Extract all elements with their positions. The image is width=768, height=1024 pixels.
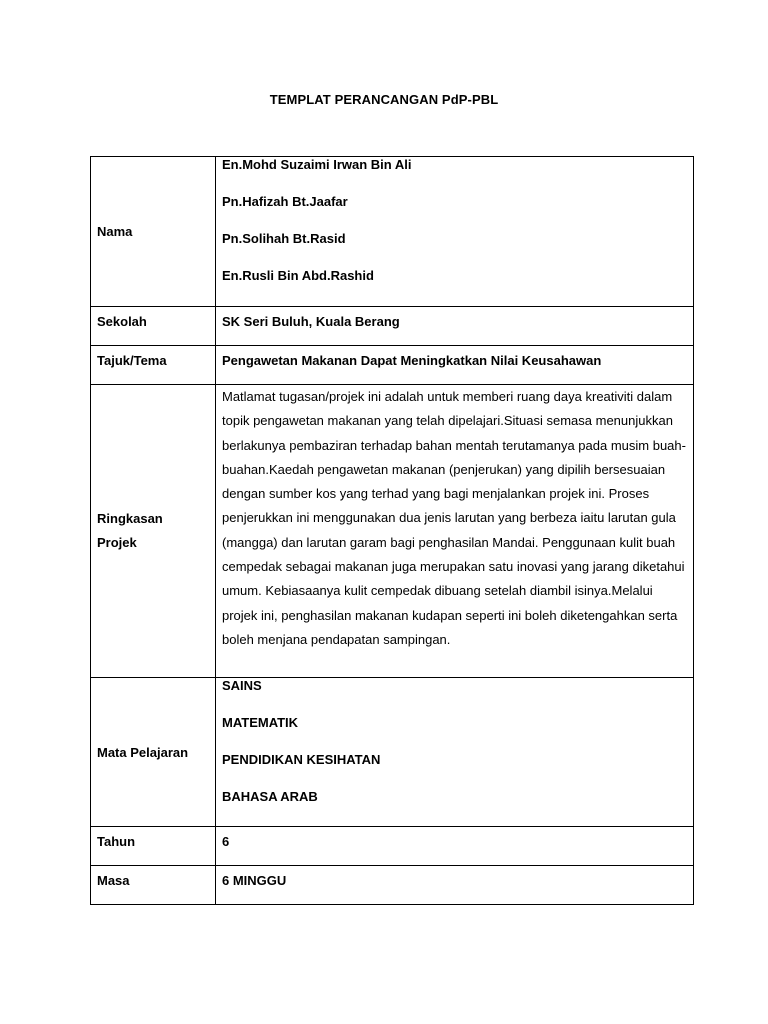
label-ringkasan-line1: Ringkasan	[97, 511, 163, 526]
label-tahun: Tahun	[91, 827, 216, 866]
value-ringkasan: Matlamat tugasan/projek ini adalah untuk memberi ruang daya kreativiti dalam topik pengawetan makanan yang telah dipelajari.Situasi semasa menunjukkan berlakunya pembaziran terhadap bahan mentah terutamanya pada musim buah-buahan.Kaedah pengawetan makanan (penjerukan) yang dipilih bersesuaian dengan sumber kos yang terhad yang bagi menjalankan projek ini. Proses penjerukkan ini menggunakan dua jenis larutan yang berbeza iaitu larutan gula (mangga) dan larutan garam bagi penghasilan Mandai. Penggunaan kulit buah cempedak sebagai makanan juga merupakan satu inovasi yang jarang diketahui umum. Kebiasaanya kulit cempedak dibuang setelah diambil isinya.Melalui projek ini, penghasilan makanan kudapan seperti ini boleh diketengahkan serta boleh menjana pendapatan sampingan.	[216, 385, 694, 678]
label-masa: Masa	[91, 866, 216, 905]
subject-item: BAHASA ARAB	[222, 789, 318, 804]
planning-table	[90, 156, 694, 905]
label-ringkasan	[91, 385, 216, 678]
label-mata-pelajaran: Mata Pelajaran	[91, 678, 216, 827]
document-title: TEMPLAT PERANCANGAN PdP-PBL	[269, 92, 499, 107]
label-nama: Nama	[91, 157, 216, 307]
row-tajuk	[91, 346, 694, 385]
value-tahun: 6	[216, 827, 694, 866]
name-item: Pn.Hafizah Bt.Jaafar	[222, 194, 348, 209]
label-sekolah: Sekolah	[91, 307, 216, 346]
row-nama	[91, 157, 694, 307]
label-tajuk: Tajuk/Tema	[91, 346, 216, 385]
value-mata-pelajaran	[216, 678, 694, 827]
row-masa	[91, 866, 694, 905]
value-nama	[216, 157, 694, 307]
row-mata-pelajaran	[91, 678, 694, 827]
subject-item: PENDIDIKAN KESIHATAN	[222, 752, 381, 767]
label-ringkasan-line2: Projek	[97, 535, 137, 550]
value-tajuk: Pengawetan Makanan Dapat Meningkatkan Nilai Keusahawan	[216, 346, 694, 385]
row-sekolah	[91, 307, 694, 346]
subject-item: SAINS	[222, 678, 262, 693]
name-item: Pn.Solihah Bt.Rasid	[222, 231, 346, 246]
row-ringkasan	[91, 385, 694, 678]
name-item: En.Mohd Suzaimi Irwan Bin Ali	[222, 157, 412, 172]
subject-item: MATEMATIK	[222, 715, 299, 730]
value-masa: 6 MINGGU	[216, 866, 694, 905]
value-sekolah: SK Seri Buluh, Kuala Berang	[216, 307, 694, 346]
row-tahun	[91, 827, 694, 866]
name-item: En.Rusli Bin Abd.Rashid	[222, 268, 374, 283]
